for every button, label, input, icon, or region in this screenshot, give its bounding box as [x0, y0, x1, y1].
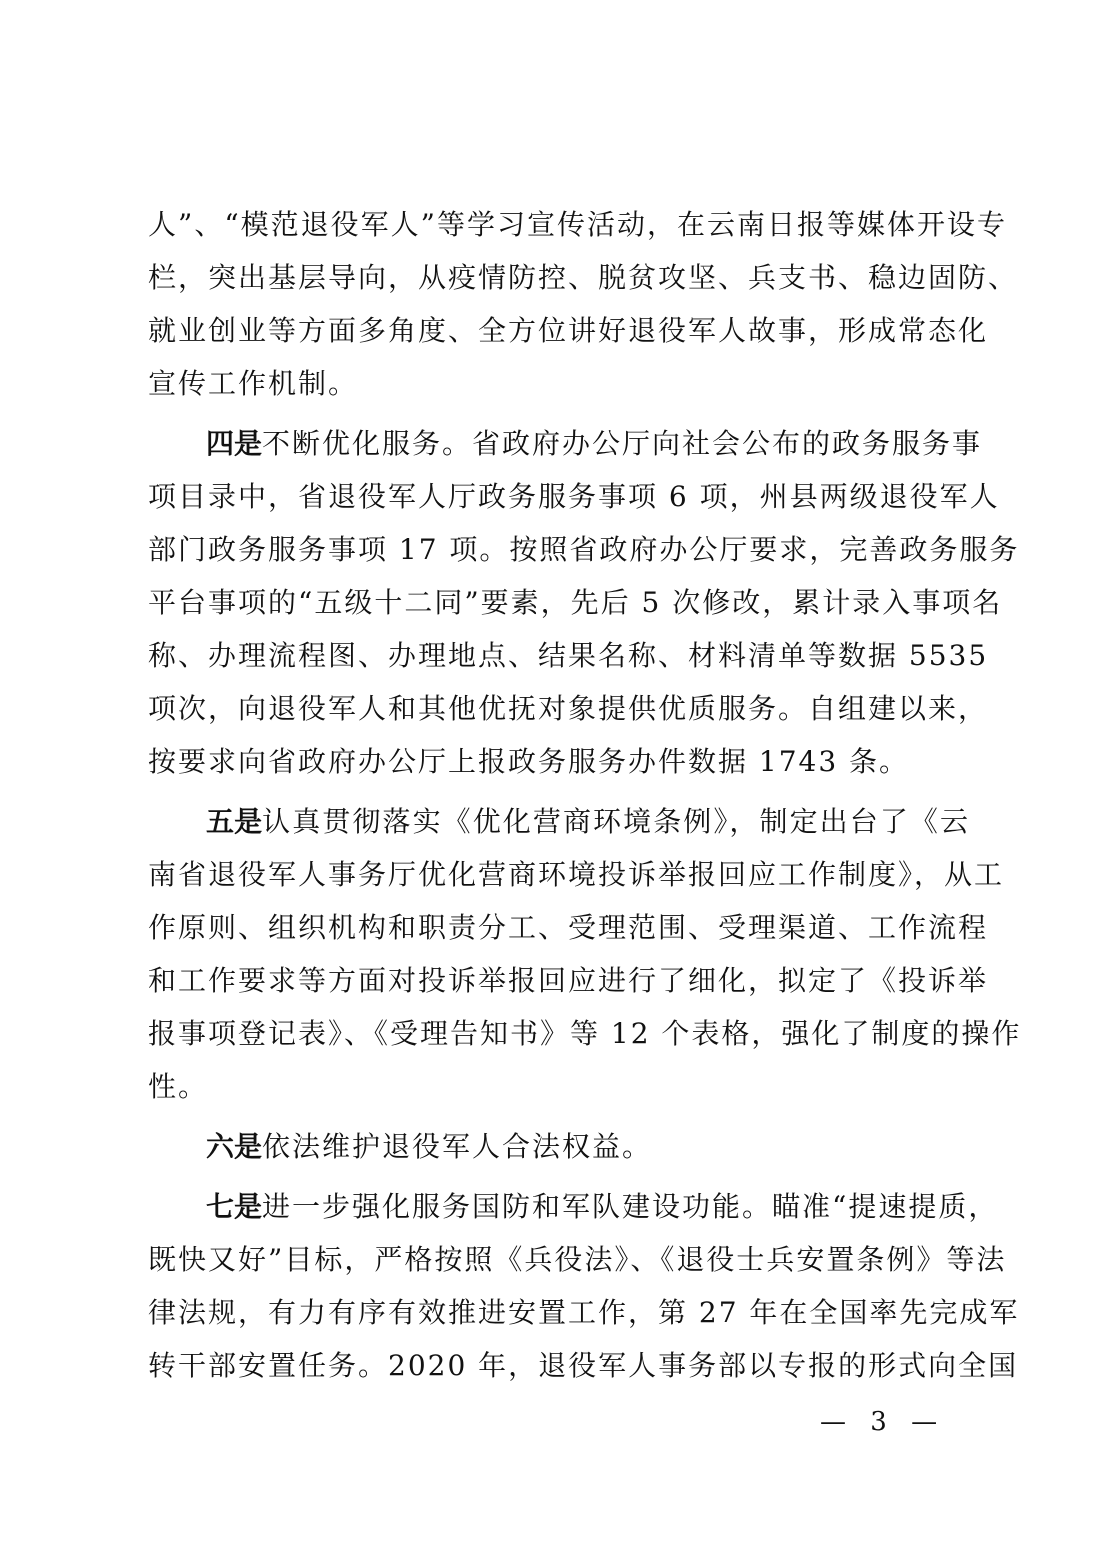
- paragraph-line: 和工作要求等方面对投诉举报回应进行了细化，拟定了《投诉举: [148, 964, 989, 997]
- paragraph-gap: [148, 410, 970, 417]
- paragraph-line-text: 认真贯彻落实《优化营商环境条例》，制定出台了《云: [262, 805, 970, 838]
- paragraph-heading: 七是: [206, 1190, 263, 1223]
- paragraph-line: 律法规，有力有序有效推进安置工作，第 27 年在全国率先完成军: [148, 1296, 1020, 1329]
- paragraph-line: 项次，向退役军人和其他优抚对象提供优质服务。自组建以来，: [148, 692, 989, 725]
- paragraph-line: 称、办理流程图、办理地点、结果名称、材料清单等数据 5535: [148, 639, 989, 672]
- paragraph-line-text: 进一步强化服务国防和军队建设功能。瞄准“提速提质，: [262, 1190, 999, 1223]
- paragraph-line: 部门政务服务事项 17 项。按照省政府办公厅要求，完善政务服务: [148, 533, 1020, 566]
- paragraph-line: 转干部安置任务。2020 年，退役军人事务部以专报的形式向全国: [148, 1349, 1019, 1382]
- paragraph-heading: 六是: [206, 1130, 263, 1163]
- paragraph-first-line: [148, 1120, 970, 1173]
- paragraph-line-text: 依法维护退役军人合法权益。: [262, 1130, 653, 1163]
- paragraph-5: [148, 1180, 1020, 1392]
- paragraph-gap: [148, 1113, 970, 1120]
- paragraph-line: 性。: [148, 1070, 209, 1103]
- paragraph-gap: [148, 1173, 970, 1180]
- paragraph-first-line: [148, 1180, 999, 1233]
- paragraph-4: [148, 1120, 970, 1173]
- paragraph-2: [148, 417, 1020, 788]
- paragraph-gap: [148, 788, 970, 795]
- paragraph-line: 就业创业等方面多角度、全方位讲好退役军人故事，形成常态化: [148, 314, 989, 347]
- paragraph-line: 宣传工作机制。: [148, 367, 359, 400]
- page-number: — 3 —: [820, 1407, 946, 1437]
- paragraph-3: [148, 795, 1022, 1113]
- paragraph-1: [148, 198, 1019, 410]
- paragraph-line: 作原则、组织机构和职责分工、受理范围、受理渠道、工作流程: [148, 911, 989, 944]
- paragraph-line: 南省退役军人事务厅优化营商环境投诉举报回应工作制度》，从工: [148, 858, 1005, 891]
- paragraph-line: 栏，突出基层导向，从疫情防控、脱贫攻坚、兵支书、稳边固防、: [148, 261, 1019, 294]
- document-body: [148, 198, 1022, 1392]
- paragraph-first-line: [148, 417, 983, 470]
- paragraph-line: 报事项登记表》、《受理告知书》等 12 个表格，强化了制度的操作: [148, 1017, 1022, 1050]
- paragraph-line: 人”、“模范退役军人”等学习宣传活动，在云南日报等媒体开设专: [148, 208, 1007, 241]
- paragraph-line: 按要求向省政府办公厅上报政务服务办件数据 1743 条。: [148, 745, 910, 778]
- paragraph-line: 平台事项的“五级十二同”要素，先后 5 次修改，累计录入事项名: [148, 586, 1003, 619]
- paragraph-line-text: 不断优化服务。省政府办公厅向社会公布的政务服务事: [262, 427, 983, 460]
- paragraph-first-line: [148, 795, 970, 848]
- paragraph-heading: 四是: [206, 427, 263, 460]
- paragraph-line: 项目录中，省退役军人厅政务服务事项 6 项，州县两级退役军人: [148, 480, 1000, 513]
- paragraph-line: 既快又好”目标，严格按照《兵役法》、《退役士兵安置条例》等法: [148, 1243, 1007, 1276]
- paragraph-heading: 五是: [206, 805, 263, 838]
